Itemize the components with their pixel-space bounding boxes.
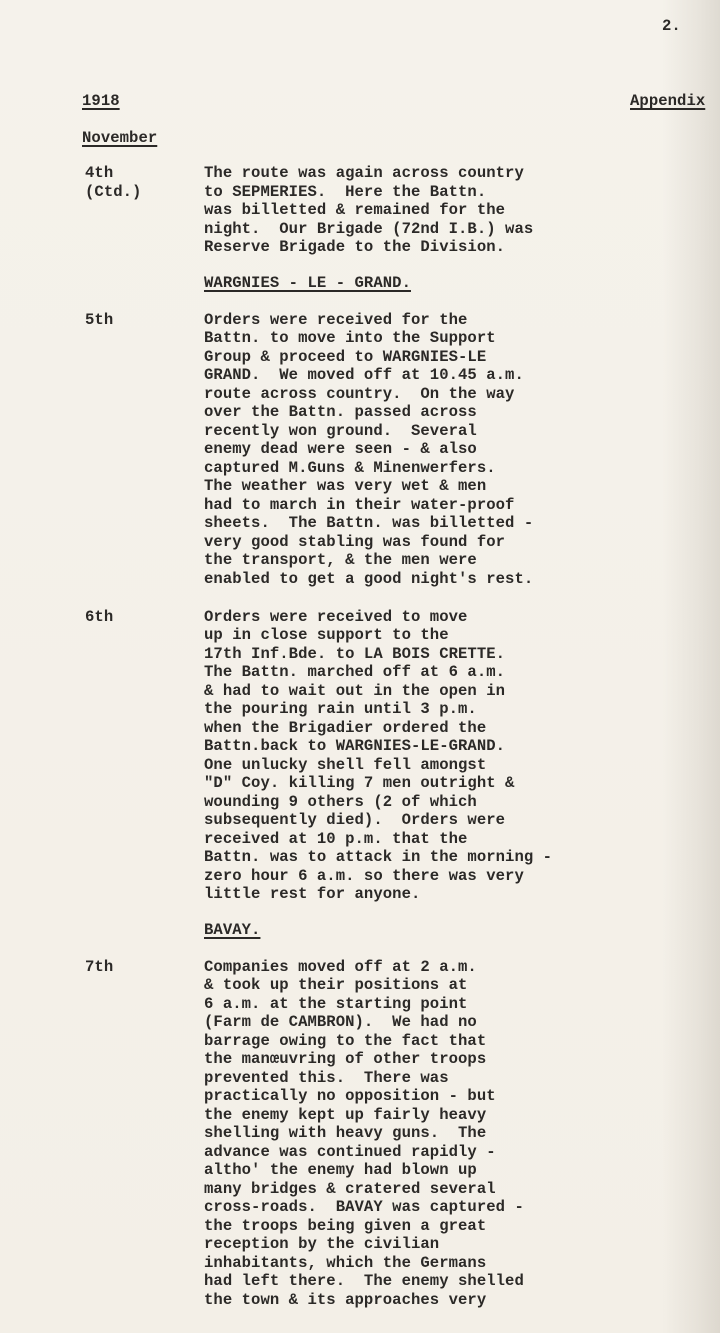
text-line: little rest for anyone. <box>204 885 421 903</box>
text-line: had left there. The enemy shelled <box>204 1272 524 1290</box>
text-line: up in close support to the <box>204 626 449 644</box>
text-line: & had to wait out in the open in <box>204 682 506 700</box>
text-line: One unlucky shell fell amongst <box>204 756 487 774</box>
text-line: captured M.Guns & Minenwerfers. <box>204 459 496 477</box>
text-line: the transport, & the men were <box>204 551 477 569</box>
text-line: sheets. The Battn. was billetted - <box>204 514 534 532</box>
location-heading: WARGNIES - LE - GRAND. <box>204 274 411 292</box>
text-line: Group & proceed to WARGNIES-LE <box>204 348 487 366</box>
text-line: 17th Inf.Bde. to LA BOIS CRETTE. <box>204 645 506 663</box>
text-line: practically no opposition - but <box>204 1087 496 1105</box>
text-line: inhabitants, which the Germans <box>204 1254 487 1272</box>
text-line: enabled to get a good night's rest. <box>204 570 534 588</box>
text-line: 6 a.m. at the starting point <box>204 995 468 1013</box>
text-line: reception by the civilian <box>204 1235 440 1253</box>
text-line: to SEPMERIES. Here the Battn. <box>204 183 487 201</box>
text-line: Reserve Brigade to the Division. <box>204 238 506 256</box>
text-line: Orders were received for the <box>204 311 468 329</box>
text-line: cross-roads. BAVAY was captured - <box>204 1198 524 1216</box>
appendix-label: Appendix <box>630 92 706 110</box>
text-line: subsequently died). Orders were <box>204 811 506 829</box>
text-line: Battn.back to WARGNIES-LE-GRAND. <box>204 737 506 755</box>
text-line: altho' the enemy had blown up <box>204 1161 477 1179</box>
month-heading: November <box>82 129 158 147</box>
text-line: the troops being given a great <box>204 1217 487 1235</box>
text-line: the enemy kept up fairly heavy <box>204 1106 487 1124</box>
text-line: had to march in their water-proof <box>204 496 515 514</box>
entry-date-note: (Ctd.) <box>85 183 142 201</box>
text-line: "D" Coy. killing 7 men outright & <box>204 774 515 792</box>
text-line: route across country. On the way <box>204 385 515 403</box>
text-line: GRAND. We moved off at 10.45 a.m. <box>204 366 524 384</box>
entry-date: 4th <box>85 164 114 182</box>
text-line: advance was continued rapidly - <box>204 1143 496 1161</box>
text-line: many bridges & cratered several <box>204 1180 496 1198</box>
text-line: the pouring rain until 3 p.m. <box>204 700 477 718</box>
text-line: very good stabling was found for <box>204 533 506 551</box>
text-line: The route was again across country <box>204 164 524 182</box>
text-line: received at 10 p.m. that the <box>204 830 468 848</box>
text-line: Battn. was to attack in the morning - <box>204 848 553 866</box>
text-line: over the Battn. passed across <box>204 403 477 421</box>
text-line: enemy dead were seen - & also <box>204 440 477 458</box>
location-heading: BAVAY. <box>204 921 261 939</box>
text-line: & took up their positions at <box>204 976 468 994</box>
text-line: The Battn. marched off at 6 a.m. <box>204 663 506 681</box>
year-heading: 1918 <box>82 92 120 110</box>
text-line: Orders were received to move <box>204 608 468 626</box>
text-line: when the Brigadier ordered the <box>204 719 487 737</box>
text-line: recently won ground. Several <box>204 422 477 440</box>
text-line: was billetted & remained for the <box>204 201 506 219</box>
text-line: (Farm de CAMBRON). We had no <box>204 1013 477 1031</box>
entry-date: 6th <box>85 608 114 626</box>
text-line: wounding 9 others (2 of which <box>204 793 477 811</box>
text-line: prevented this. There was <box>204 1069 449 1087</box>
text-line: night. Our Brigade (72nd I.B.) was <box>204 220 534 238</box>
text-line: barrage owing to the fact that <box>204 1032 487 1050</box>
text-line: the manœuvring of other troops <box>204 1050 487 1068</box>
entry-date: 5th <box>85 311 114 329</box>
text-line: shelling with heavy guns. The <box>204 1124 487 1142</box>
page-number: 2. <box>662 17 681 35</box>
text-line: The weather was very wet & men <box>204 477 487 495</box>
text-line: Companies moved off at 2 a.m. <box>204 958 477 976</box>
text-line: zero hour 6 a.m. so there was very <box>204 867 524 885</box>
text-line: the town & its approaches very <box>204 1291 487 1309</box>
entry-date: 7th <box>85 958 114 976</box>
text-line: Battn. to move into the Support <box>204 329 496 347</box>
